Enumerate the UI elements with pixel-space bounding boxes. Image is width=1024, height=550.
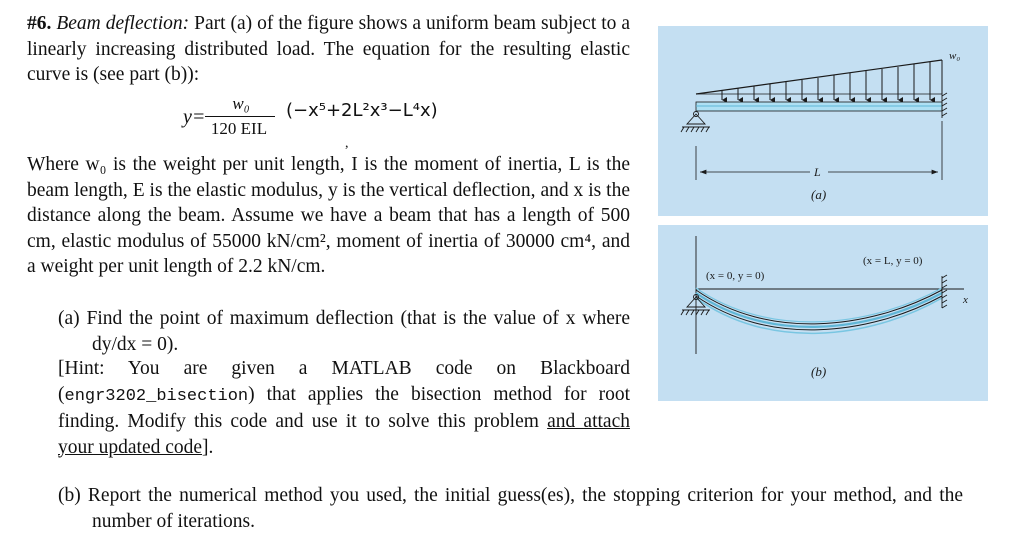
x-axis-label: x: [963, 294, 968, 306]
left-boundary-label: (x = 0, y = 0): [706, 270, 765, 282]
part-a-text: Find the point of maximum deflection (that is the value of x where dy/dx = 0).: [86, 308, 630, 355]
beam-figure-svg: [658, 26, 988, 401]
problem-number: #6.: [27, 13, 52, 34]
hint-code-name: engr3202_bisection: [64, 386, 249, 406]
elastic-curve-equation: [175, 92, 505, 151]
hint-prefix: [Hint: You are given a: [58, 358, 332, 379]
part-b-label: (b): [58, 485, 81, 506]
equation-comma: ,: [345, 136, 349, 151]
right-boundary-label: (x = L, y = 0): [863, 255, 923, 267]
part-b: [58, 483, 963, 534]
equation-numerator: w₀: [232, 94, 250, 113]
problem-title: Beam deflection:: [56, 13, 190, 34]
where-paragraph: Where w₀ is the weight per unit length, I is the moment of inertia, L is the beam length, E is the elastic modulus, y is the vertical deflection, and x is the distance along the beam. Assume we have a beam that has a length of 500 cm, elastic modulus of 55000 kN/cm², moment of inertia of 30000 cm⁴, and a weight per unit length of 2.2 kN/cm.: [27, 154, 630, 277]
equation-fraction: [210, 92, 269, 141]
caption-a: (a): [811, 187, 827, 202]
problem-heading: [27, 11, 630, 88]
part-a: [58, 306, 630, 357]
hint-mid: code on Blackboard (: [58, 358, 630, 405]
length-label: L: [814, 165, 821, 179]
hint-underlined: and attach your updated code: [58, 411, 630, 458]
equation-rhs: (−x⁵+2L²x³−L⁴x): [286, 100, 438, 121]
beam-figure: [658, 26, 988, 401]
hint-after: ) that applies the bisection method for root finding. Modify this code and use it to solve this problem: [58, 383, 630, 432]
hint-matlab: MATLAB: [331, 358, 412, 379]
equation-lhs: y=: [183, 106, 206, 128]
load-label: w₀: [949, 50, 961, 62]
caption-b: (b): [811, 364, 827, 379]
equation-denominator: 120 EIL: [210, 119, 268, 138]
hint-end: ].: [202, 436, 214, 458]
problem-intro: Part (a) of the figure shows a uniform beam subject to a linearly increasing distributed load. The equation for the resulting elastic curve is (see part (b)):: [27, 13, 631, 85]
part-a-label: (a): [58, 308, 80, 329]
hint-paragraph: [58, 356, 630, 460]
part-b-text: Report the numerical method you used, the initial guess(es), the stopping criterion for your method, and the number of iterations.: [87, 485, 964, 532]
